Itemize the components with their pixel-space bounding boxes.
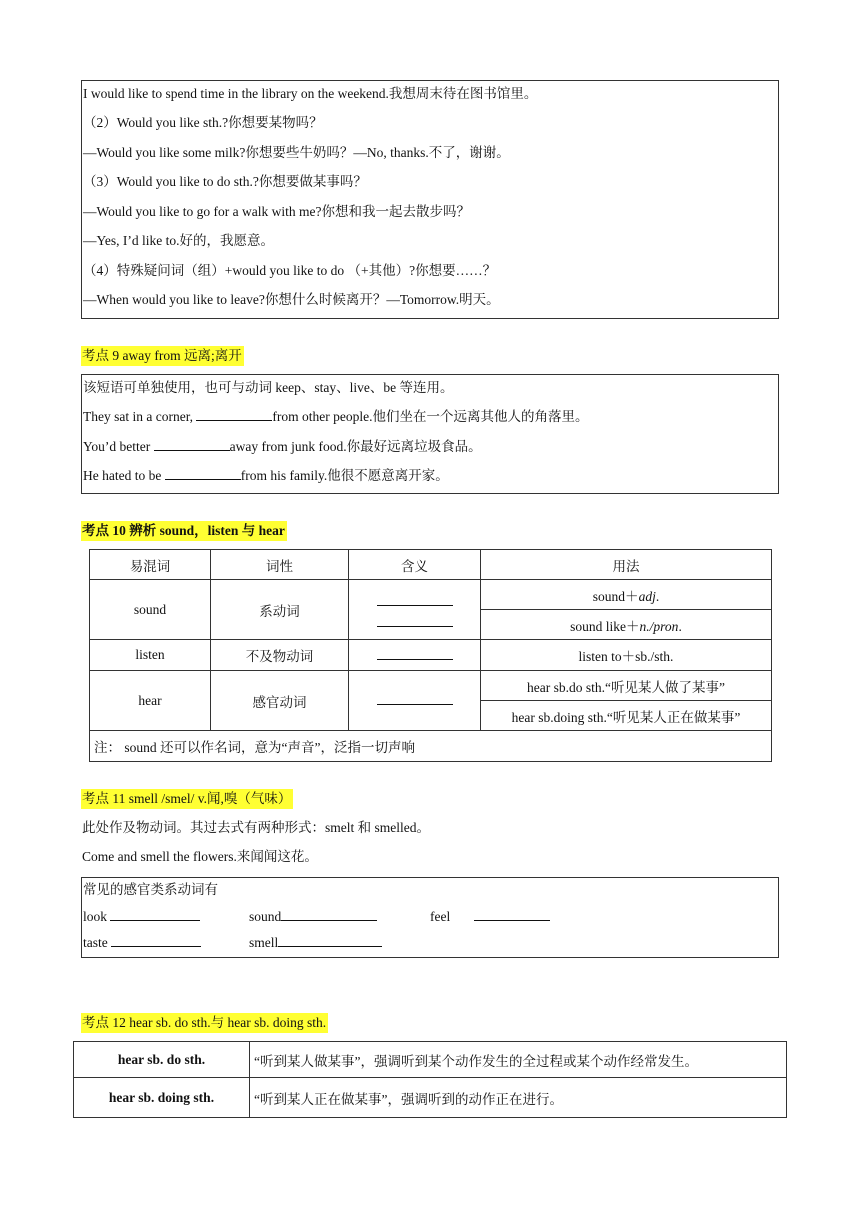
usage-italic: adj [638, 588, 656, 604]
desc-cell: “听到某人做某事”，强调听到某个动作发生的全过程或某个动作经常发生。 [250, 1042, 787, 1078]
sentence-end: from his family.他很不愿意离开家。 [240, 468, 449, 483]
text-line [83, 467, 449, 485]
verb-row [430, 908, 550, 926]
sentence-start: They sat in a corner, [83, 409, 197, 424]
verb-label: look [83, 909, 108, 924]
usage-text: sound＋ [592, 588, 639, 604]
verb-row [83, 908, 200, 926]
text-line: （3）Would you like to do sth.?你想要做某事吗？ [83, 174, 367, 189]
verb-row [83, 934, 201, 952]
text-line: I would like to spend time in the library on the weekend.我想周末待在图书馆里。 [83, 86, 538, 101]
answer-blank[interactable] [278, 934, 382, 947]
answer-blank[interactable] [474, 908, 550, 921]
word-cell: listen [90, 640, 211, 671]
sentence-end: away from junk food.你最好远离垃圾食品。 [229, 439, 482, 454]
section-heading: 考点 12 hear sb. do sth.与 hear sb. doing sth. [81, 1013, 328, 1033]
table-header: 词性 [211, 550, 349, 580]
sentence-end: from other people.他们坐在一个远离其他人的角落里。 [272, 409, 589, 424]
verb-label: smell [249, 935, 279, 950]
box-title: 常见的感官类系动词有 [83, 882, 218, 897]
section-heading: 考点 10 辨析 sound，listen 与 hear [81, 521, 287, 541]
answer-blank[interactable] [377, 647, 453, 660]
usage-cell: listen to＋sb./sth. [481, 640, 772, 671]
text-line: —When would you like to leave?你想什么时候离开？—Tomorrow.明天。 [83, 292, 500, 307]
text-line: —Would you like some milk?你想要些牛奶吗？—No, thanks.不了，谢谢。 [83, 145, 510, 160]
usage-text: . [655, 588, 660, 604]
table-header: 用法 [481, 550, 772, 580]
usage-cell: hear sb.do sth.“听见某人做了某事” [481, 671, 772, 701]
table-header: 含义 [349, 550, 481, 580]
text-line: 该短语可单独使用，也可与动词 keep、stay、live、be 等连用。 [83, 380, 454, 395]
sound-listen-hear-table [89, 549, 772, 762]
would-like-box [81, 80, 779, 319]
sentence-start: He hated to be [83, 468, 165, 483]
usage-cell [481, 610, 772, 640]
away-from-box [81, 374, 779, 494]
answer-blank[interactable] [377, 614, 453, 627]
term-cell: hear sb. do sth. [74, 1042, 250, 1078]
usage-text: sound like＋ [570, 618, 640, 634]
text-line: —Yes, I’d like to.好的，我愿意。 [83, 233, 275, 248]
paragraph: 此处作及物动词。其过去式有两种形式：smelt 和 smelled。 [82, 820, 430, 835]
section-heading: 考点 9 away from 远离;离开 [81, 346, 244, 366]
verb-label: feel [430, 909, 451, 924]
answer-blank[interactable] [111, 934, 201, 947]
text-line: —Would you like to go for a walk with me?你想和我一起去散步吗？ [83, 204, 470, 219]
sense-verbs-box [81, 877, 779, 958]
desc-cell: “听到某人正在做某事”，强调听到的动作正在进行。 [250, 1078, 787, 1118]
answer-blank[interactable] [281, 908, 377, 921]
note-cell: 注： sound 还可以作名词，意为“声音”，泛指一切声响 [90, 731, 772, 762]
term-cell: hear sb. doing sth. [74, 1078, 250, 1118]
hear-comparison-table [73, 1041, 787, 1118]
meaning-cell [349, 640, 481, 671]
meaning-cell [349, 580, 481, 640]
usage-cell: hear sb.doing sth.“听见某人正在做某事” [481, 701, 772, 731]
answer-blank[interactable] [196, 408, 272, 421]
text-line: （4）特殊疑问词（组）+would you like to do （+其他）?你想要……？ [83, 263, 497, 278]
answer-blank[interactable] [110, 908, 200, 921]
verb-row [249, 934, 382, 952]
answer-blank[interactable] [165, 467, 241, 480]
verb-row [249, 908, 377, 926]
sentence-start: You’d better [83, 439, 154, 454]
verb-label: sound [249, 909, 282, 924]
pos-cell: 感官动词 [211, 671, 349, 731]
pos-cell: 系动词 [211, 580, 349, 640]
answer-blank[interactable] [377, 692, 453, 705]
text-line [83, 408, 589, 426]
text-line [83, 438, 482, 456]
answer-blank[interactable] [377, 593, 453, 606]
meaning-cell [349, 671, 481, 731]
table-header: 易混词 [90, 550, 211, 580]
pos-cell: 不及物动词 [211, 640, 349, 671]
text-line: （2）Would you like sth.?你想要某物吗？ [83, 115, 323, 130]
usage-cell [481, 580, 772, 610]
answer-blank[interactable] [154, 438, 230, 451]
paragraph: Come and smell the flowers.来闻闻这花。 [82, 849, 318, 864]
usage-text: . [678, 618, 682, 634]
section-heading: 考点 11 smell /smel/ v.闻,嗅（气味） [81, 789, 293, 809]
word-cell: hear [90, 671, 211, 731]
verb-label: taste [83, 935, 108, 950]
word-cell: sound [90, 580, 211, 640]
usage-italic: n./pron [639, 618, 679, 634]
